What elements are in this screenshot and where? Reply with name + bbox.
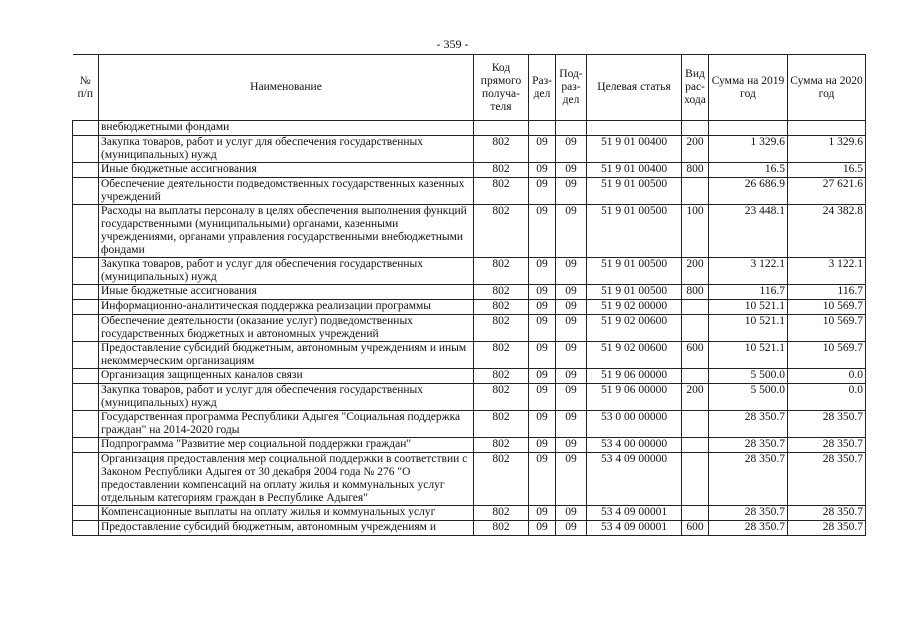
cell-target-article: 51 9 02 00000 [587, 300, 682, 315]
cell-sum-2020: 16.5 [788, 163, 866, 178]
col-header-sum-2019: Сумма на 2019 год [709, 55, 788, 121]
cell-expense-type [682, 453, 709, 506]
cell-expense-type [682, 300, 709, 315]
cell-subsection: 09 [556, 453, 587, 506]
cell-recipient-code [474, 121, 529, 136]
cell-number [73, 258, 99, 285]
cell-sum-2020: 1 329.6 [788, 136, 866, 163]
cell-sum-2019: 1 329.6 [709, 136, 788, 163]
cell-sum-2019: 23 448.1 [709, 205, 788, 258]
cell-sum-2020: 10 569.7 [788, 342, 866, 369]
cell-section: 09 [529, 453, 556, 506]
cell-expense-type: 200 [682, 136, 709, 163]
cell-sum-2019: 28 350.7 [709, 506, 788, 521]
cell-sum-2020: 28 350.7 [788, 411, 866, 438]
cell-section: 09 [529, 384, 556, 411]
cell-section: 09 [529, 258, 556, 285]
cell-name: Иные бюджетные ассигнования [99, 163, 474, 178]
cell-number [73, 438, 99, 453]
cell-target-article: 53 4 09 00001 [587, 506, 682, 521]
cell-sum-2019: 26 686.9 [709, 178, 788, 205]
cell-subsection: 09 [556, 163, 587, 178]
col-header-number: № п/п [73, 55, 99, 121]
cell-expense-type: 200 [682, 258, 709, 285]
cell-sum-2020: 28 350.7 [788, 453, 866, 506]
cell-recipient-code: 802 [474, 136, 529, 163]
cell-expense-type [682, 178, 709, 205]
cell-name: Информационно-аналитическая поддержка реализации программы [99, 300, 474, 315]
cell-name: Расходы на выплаты персоналу в целях обеспечения выполнения функций государственными (муниципальными) органами, казенными учреждениями, органами управления государственными внебюджетными фондами [99, 205, 474, 258]
cell-target-article [587, 121, 682, 136]
cell-number [73, 285, 99, 300]
cell-target-article: 51 9 06 00000 [587, 384, 682, 411]
cell-sum-2020: 3 122.1 [788, 258, 866, 285]
cell-target-article: 53 4 09 00001 [587, 521, 682, 536]
cell-name: Организация предоставления мер социальной поддержки в соответствии с Законом Республики Адыгея от 30 декабря 2004 года № 276 "О предоставлении компенсаций на оплату жилья и коммунальных услуг отдельным категориям граждан в Республике Адыгея" [99, 453, 474, 506]
cell-section: 09 [529, 342, 556, 369]
cell-name: Компенсационные выплаты на оплату жилья и коммунальных услуг [99, 506, 474, 521]
cell-expense-type: 800 [682, 285, 709, 300]
cell-subsection: 09 [556, 285, 587, 300]
cell-sum-2019: 5 500.0 [709, 384, 788, 411]
cell-number [73, 178, 99, 205]
cell-section: 09 [529, 411, 556, 438]
cell-sum-2020: 0.0 [788, 369, 866, 384]
cell-target-article: 53 4 00 00000 [587, 438, 682, 453]
cell-number [73, 315, 99, 342]
cell-number [73, 163, 99, 178]
cell-section: 09 [529, 315, 556, 342]
cell-subsection: 09 [556, 315, 587, 342]
cell-sum-2019: 10 521.1 [709, 342, 788, 369]
table-row [73, 178, 866, 205]
cell-sum-2019: 5 500.0 [709, 369, 788, 384]
cell-name: Предоставление субсидий бюджетным, автономным учреждениям и [99, 521, 474, 536]
cell-sum-2019: 116.7 [709, 285, 788, 300]
table-row [73, 121, 866, 136]
cell-target-article: 51 9 02 00600 [587, 342, 682, 369]
cell-target-article: 53 0 00 00000 [587, 411, 682, 438]
cell-target-article: 51 9 01 00500 [587, 258, 682, 285]
cell-section: 09 [529, 300, 556, 315]
cell-name: Закупка товаров, работ и услуг для обеспечения государственных (муниципальных) нужд [99, 384, 474, 411]
cell-section: 09 [529, 521, 556, 536]
table-row [73, 136, 866, 163]
cell-expense-type: 200 [682, 384, 709, 411]
cell-sum-2019 [709, 121, 788, 136]
cell-subsection: 09 [556, 521, 587, 536]
cell-target-article: 51 9 06 00000 [587, 369, 682, 384]
cell-subsection: 09 [556, 136, 587, 163]
cell-sum-2020 [788, 121, 866, 136]
cell-recipient-code: 802 [474, 285, 529, 300]
cell-section [529, 121, 556, 136]
cell-number [73, 411, 99, 438]
cell-recipient-code: 802 [474, 163, 529, 178]
cell-name: Организация защищенных каналов связи [99, 369, 474, 384]
cell-subsection: 09 [556, 205, 587, 258]
cell-sum-2019: 16.5 [709, 163, 788, 178]
cell-sum-2020: 24 382.8 [788, 205, 866, 258]
cell-recipient-code: 802 [474, 506, 529, 521]
table-row [73, 521, 866, 536]
table-row [73, 315, 866, 342]
cell-expense-type [682, 411, 709, 438]
cell-recipient-code: 802 [474, 411, 529, 438]
cell-section: 09 [529, 285, 556, 300]
cell-recipient-code: 802 [474, 453, 529, 506]
table-row [73, 369, 866, 384]
col-header-expense-type: Вид рас-хода [682, 55, 709, 121]
cell-sum-2019: 28 350.7 [709, 453, 788, 506]
cell-sum-2019: 28 350.7 [709, 411, 788, 438]
cell-number [73, 205, 99, 258]
table-header-row [73, 55, 866, 121]
cell-recipient-code: 802 [474, 438, 529, 453]
cell-subsection: 09 [556, 342, 587, 369]
cell-target-article: 51 9 01 00400 [587, 136, 682, 163]
cell-sum-2019: 10 521.1 [709, 315, 788, 342]
cell-section: 09 [529, 369, 556, 384]
col-header-subsection: Под-раз-дел [556, 55, 587, 121]
cell-target-article: 51 9 01 00500 [587, 205, 682, 258]
cell-sum-2020: 0.0 [788, 384, 866, 411]
cell-target-article: 53 4 09 00000 [587, 453, 682, 506]
cell-number [73, 342, 99, 369]
cell-expense-type [682, 438, 709, 453]
cell-number [73, 506, 99, 521]
cell-sum-2020: 28 350.7 [788, 506, 866, 521]
cell-sum-2020: 10 569.7 [788, 315, 866, 342]
table-row [73, 384, 866, 411]
table-row [73, 342, 866, 369]
cell-subsection: 09 [556, 178, 587, 205]
cell-expense-type [682, 315, 709, 342]
cell-sum-2020: 27 621.6 [788, 178, 866, 205]
cell-subsection: 09 [556, 300, 587, 315]
cell-sum-2020: 116.7 [788, 285, 866, 300]
col-header-recipient-code: Код прямого получа-теля [474, 55, 529, 121]
cell-recipient-code: 802 [474, 205, 529, 258]
cell-sum-2019: 3 122.1 [709, 258, 788, 285]
cell-subsection: 09 [556, 506, 587, 521]
cell-target-article: 51 9 01 00500 [587, 285, 682, 300]
cell-recipient-code: 802 [474, 258, 529, 285]
cell-name: Обеспечение деятельности (оказание услуг) подведомственных государственных бюджетных и автономных учреждений [99, 315, 474, 342]
cell-subsection: 09 [556, 411, 587, 438]
cell-recipient-code: 802 [474, 369, 529, 384]
col-header-sum-2020: Сумма на 2020 год [788, 55, 866, 121]
cell-number [73, 136, 99, 163]
page-number: - 359 - [436, 37, 469, 51]
cell-expense-type: 100 [682, 205, 709, 258]
cell-sum-2019: 28 350.7 [709, 521, 788, 536]
cell-name: внебюджетными фондами [99, 121, 474, 136]
cell-expense-type [682, 121, 709, 136]
cell-subsection [556, 121, 587, 136]
cell-recipient-code: 802 [474, 342, 529, 369]
cell-expense-type: 800 [682, 163, 709, 178]
table-row [73, 411, 866, 438]
cell-name: Закупка товаров, работ и услуг для обеспечения государственных (муниципальных) нужд [99, 136, 474, 163]
cell-section: 09 [529, 178, 556, 205]
cell-target-article: 51 9 02 00600 [587, 315, 682, 342]
cell-subsection: 09 [556, 369, 587, 384]
cell-number [73, 121, 99, 136]
cell-expense-type: 600 [682, 521, 709, 536]
cell-section: 09 [529, 136, 556, 163]
table-row [73, 163, 866, 178]
cell-target-article: 51 9 01 00500 [587, 178, 682, 205]
cell-name: Государственная программа Республики Адыгея "Социальная поддержка граждан" на 2014-2020 годы [99, 411, 474, 438]
cell-expense-type: 600 [682, 342, 709, 369]
table-row [73, 453, 866, 506]
cell-subsection: 09 [556, 438, 587, 453]
table-row [73, 285, 866, 300]
cell-recipient-code: 802 [474, 521, 529, 536]
cell-number [73, 300, 99, 315]
budget-table [72, 54, 866, 536]
cell-section: 09 [529, 506, 556, 521]
cell-subsection: 09 [556, 258, 587, 285]
table-row [73, 258, 866, 285]
cell-sum-2019: 28 350.7 [709, 438, 788, 453]
table-row [73, 438, 866, 453]
cell-sum-2020: 28 350.7 [788, 438, 866, 453]
cell-recipient-code: 802 [474, 384, 529, 411]
cell-number [73, 369, 99, 384]
cell-section: 09 [529, 205, 556, 258]
cell-recipient-code: 802 [474, 300, 529, 315]
cell-name: Предоставление субсидий бюджетным, автономным учреждениям и иным некоммерческим организациям [99, 342, 474, 369]
table-row [73, 205, 866, 258]
cell-subsection: 09 [556, 384, 587, 411]
table-row [73, 506, 866, 521]
cell-expense-type [682, 506, 709, 521]
cell-expense-type [682, 369, 709, 384]
cell-sum-2020: 28 350.7 [788, 521, 866, 536]
table-row [73, 300, 866, 315]
cell-recipient-code: 802 [474, 315, 529, 342]
cell-name: Обеспечение деятельности подведомственных государственных казенных учреждений [99, 178, 474, 205]
cell-number [73, 521, 99, 536]
table-body [73, 121, 866, 536]
cell-name: Иные бюджетные ассигнования [99, 285, 474, 300]
cell-name: Закупка товаров, работ и услуг для обеспечения государственных (муниципальных) нужд [99, 258, 474, 285]
cell-number [73, 384, 99, 411]
cell-recipient-code: 802 [474, 178, 529, 205]
col-header-target-article: Целевая статья [587, 55, 682, 121]
cell-target-article: 51 9 01 00400 [587, 163, 682, 178]
cell-section: 09 [529, 438, 556, 453]
cell-number [73, 453, 99, 506]
col-header-section: Раз-дел [529, 55, 556, 121]
col-header-name: Наименование [99, 55, 474, 121]
cell-section: 09 [529, 163, 556, 178]
cell-name: Подпрограмма "Развитие мер социальной поддержки граждан" [99, 438, 474, 453]
cell-sum-2020: 10 569.7 [788, 300, 866, 315]
cell-sum-2019: 10 521.1 [709, 300, 788, 315]
